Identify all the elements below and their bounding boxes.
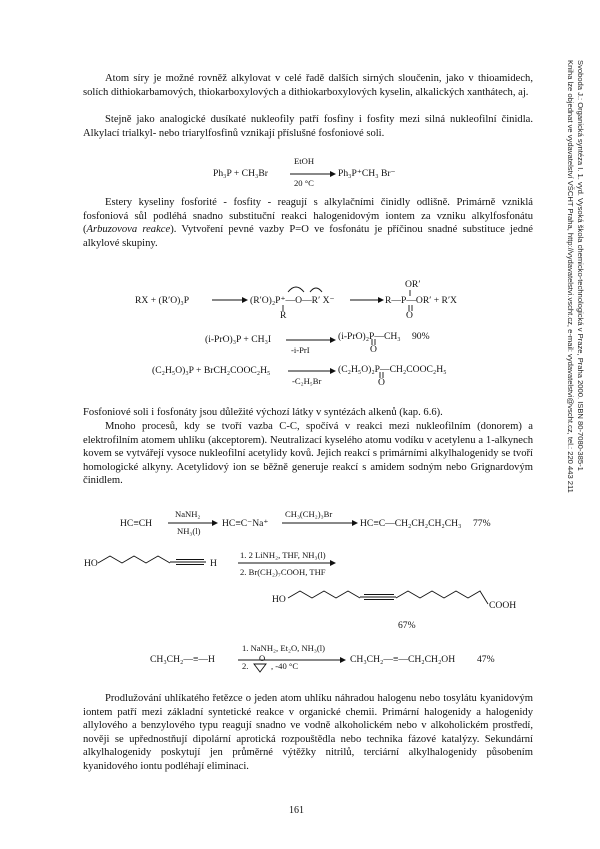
alk3-product: CH₃CH₂—≡—CH₂CH₂OH (350, 654, 456, 665)
sidebar-citation: Svoboda J.: Organická syntéza I. 1. vyd. Vysoká škola chemicko-technologická v Praze, Praha 2000. ISBN 80-7080-385-1 (576, 60, 585, 471)
alk2-cond1: 1. 2 LiNH₂, THF, NH₃(l) (240, 550, 326, 560)
eq-et-reactants: (C₂H₅O)₃P + BrCH₂COOC₂H₅ (152, 365, 271, 376)
paragraph-cc-bond: Mnoho procesů, kdy se tvoří vazba C-C, spočívá v reakci mezi nukleofilním (donorem) a elektrofilním atomem uhlíku (akceptorem). Neutralizací kyselého atomu vodíku v acetylenu a 1-alkynech kovem se vytvářejí vysoce nukleofilní acetylidy kovů. Jejich reakcí s primárními alkylhalogenidy se tvoří homologické alkyny. Acetylidový ion se běžně generuje reakcí s amidem sodným nebo Grignardovým činidlem. (83, 421, 533, 487)
eq-et-product: (C₂H₅O)₂P—CH₂COOC₂H₅ (338, 364, 447, 375)
arbuzov-intermediate-r: R (280, 310, 287, 321)
eq1-reactants: Ph₃P + CH₃Br (213, 168, 268, 179)
alk3-start: CH₃CH₂—≡—H (150, 654, 215, 665)
alk3-epoxide-o: O (259, 653, 266, 663)
alk3-cond2-num: 2. (242, 661, 249, 671)
alk2-yield: 67% (398, 620, 416, 631)
eq-ipr-yield: 90% (412, 331, 430, 342)
alk1-product: HC≡C—CH₂CH₂CH₂CH₃ (360, 518, 462, 529)
alk3-yield: 47% (477, 654, 495, 665)
paragraph-phosphines: Stejně jako analogické dusíkaté nukleofily patří fosfiny i fosfity mezi silná nukleofilní činidla. Alkylací trialkyl- nebo triarylfosfinů vznikají příslušné fosfoniové soli. (83, 114, 533, 139)
alk2-product-ho: HO (272, 594, 286, 605)
paragraph-arbuzov: Estery kyseliny fosforité - fosfity - reagují s alkylačními činidly odlišně. Primárně vzniklá fosfoniová sůl podléhá snadno substituční reakci halogenidovým iontem za vzniku alkylfosfonátu (Arbuzovova reakce). Vytvoření pevné vazby P=O ve fosfonátu je příčinou snadné substituce jedné alkylové skupiny. (83, 197, 533, 249)
alk2-product-chain-1 (288, 591, 360, 598)
alk3-epoxide-ring (254, 664, 266, 672)
alk3-cond2-temp: , -40 °C (271, 661, 299, 671)
alk1-arrow1-below: NH₃(l) (177, 526, 201, 536)
sidebar-order-info: Kniha lze objednat ve vydavatelství VŠCHT Praha, http://vydavatelstvi.vscht.cz, e-mail: vydavatelstvi@vscht.cz, tel.: 220 443 211 (566, 60, 575, 493)
eq-ipr-o: O (370, 344, 377, 355)
alk2-ho: HO (84, 558, 98, 569)
alk2-cond2: 2. Br(CH₂)₇COOH, THF (240, 567, 326, 577)
eq1-below: 20 °C (294, 178, 314, 188)
alk3-cond1: 1. NaNH₂, Et₂O, NH₃(l) (242, 643, 325, 653)
arbuzov-curved-arrow-2 (310, 288, 322, 292)
eq-ipr-product: (i-PrO)₂P—CH₃ (338, 331, 401, 342)
alk1-arrow2-above: CH₃(CH₂)₃Br (285, 509, 333, 519)
alk2-product-cooh: COOH (489, 600, 517, 611)
alk1-arrow1-above: NaNH₂ (175, 509, 201, 519)
eq-ipr-below: -i-PrI (291, 345, 310, 355)
alk2-h: H (210, 558, 217, 569)
arbuzov-intermediate: (R′O)₂P⁺—O—R′ X⁻ (250, 295, 335, 306)
paragraph-sulfur: Atom síry je možné rovněž alkylovat v celé řadě dalších sirných sloučenin, jako v thioamidech, solích dithiokarbamových, thiokarboxylových a dithiokarboxylových kyselin, alkalických xanthátech, aj. (83, 73, 533, 98)
arbuzov-product: R—P—OR′ + R′X (385, 295, 457, 306)
arbuzov-product-top: OR′ (405, 279, 421, 290)
alk1-yield: 77% (473, 518, 491, 529)
arbuzov-product-bottom: O (406, 310, 413, 321)
arbuzov-curved-arrow (288, 287, 304, 292)
paragraph-nitriles: Prodlužování uhlíkatého řetězce o jeden atom uhlíku náhradou halogenu nebo tosylátu kyanidovým iontem patří mezi základní syntetické reakce v organické chemii. Primární halogenidy a halogenidy allylového a benzylového typu reagují snadno ve vodně alkoholickém nebo v alkoholickém prostředí, nověji se upřednostňují dipolární aprotická rozpouštědla nebo technika fázové katalýzy. Sekundární alkylhalogenidy poskytují jen průměrné výtěžky nitrilů, terciární alkylhalogenidy působením kyanidového iontu podléhají eliminaci. (83, 693, 533, 772)
arbuzov-reactants: RX + (R′O)₃P (135, 295, 190, 306)
eq1-above: EtOH (294, 156, 315, 166)
eq-et-below: -C₂H₅Br (292, 376, 322, 386)
eq-ipr-reactants: (i-PrO)₃P + CH₃I (205, 334, 272, 345)
alk1-start: HC≡CH (120, 518, 153, 529)
alk2-chain (98, 556, 170, 563)
alk2-product-chain-2 (396, 591, 488, 604)
eq1-product: Ph₃P⁺CH₃ Br⁻ (338, 168, 396, 179)
eq-et-o: O (378, 377, 385, 388)
alk1-middle: HC≡C⁻Na⁺ (222, 518, 269, 529)
paragraph-alkenes: Fosfoniové soli i fosfonáty jsou důležité výchozí látky v syntézách alkenů (kap. 6.6). (83, 407, 443, 418)
page-number: 161 (289, 805, 304, 816)
